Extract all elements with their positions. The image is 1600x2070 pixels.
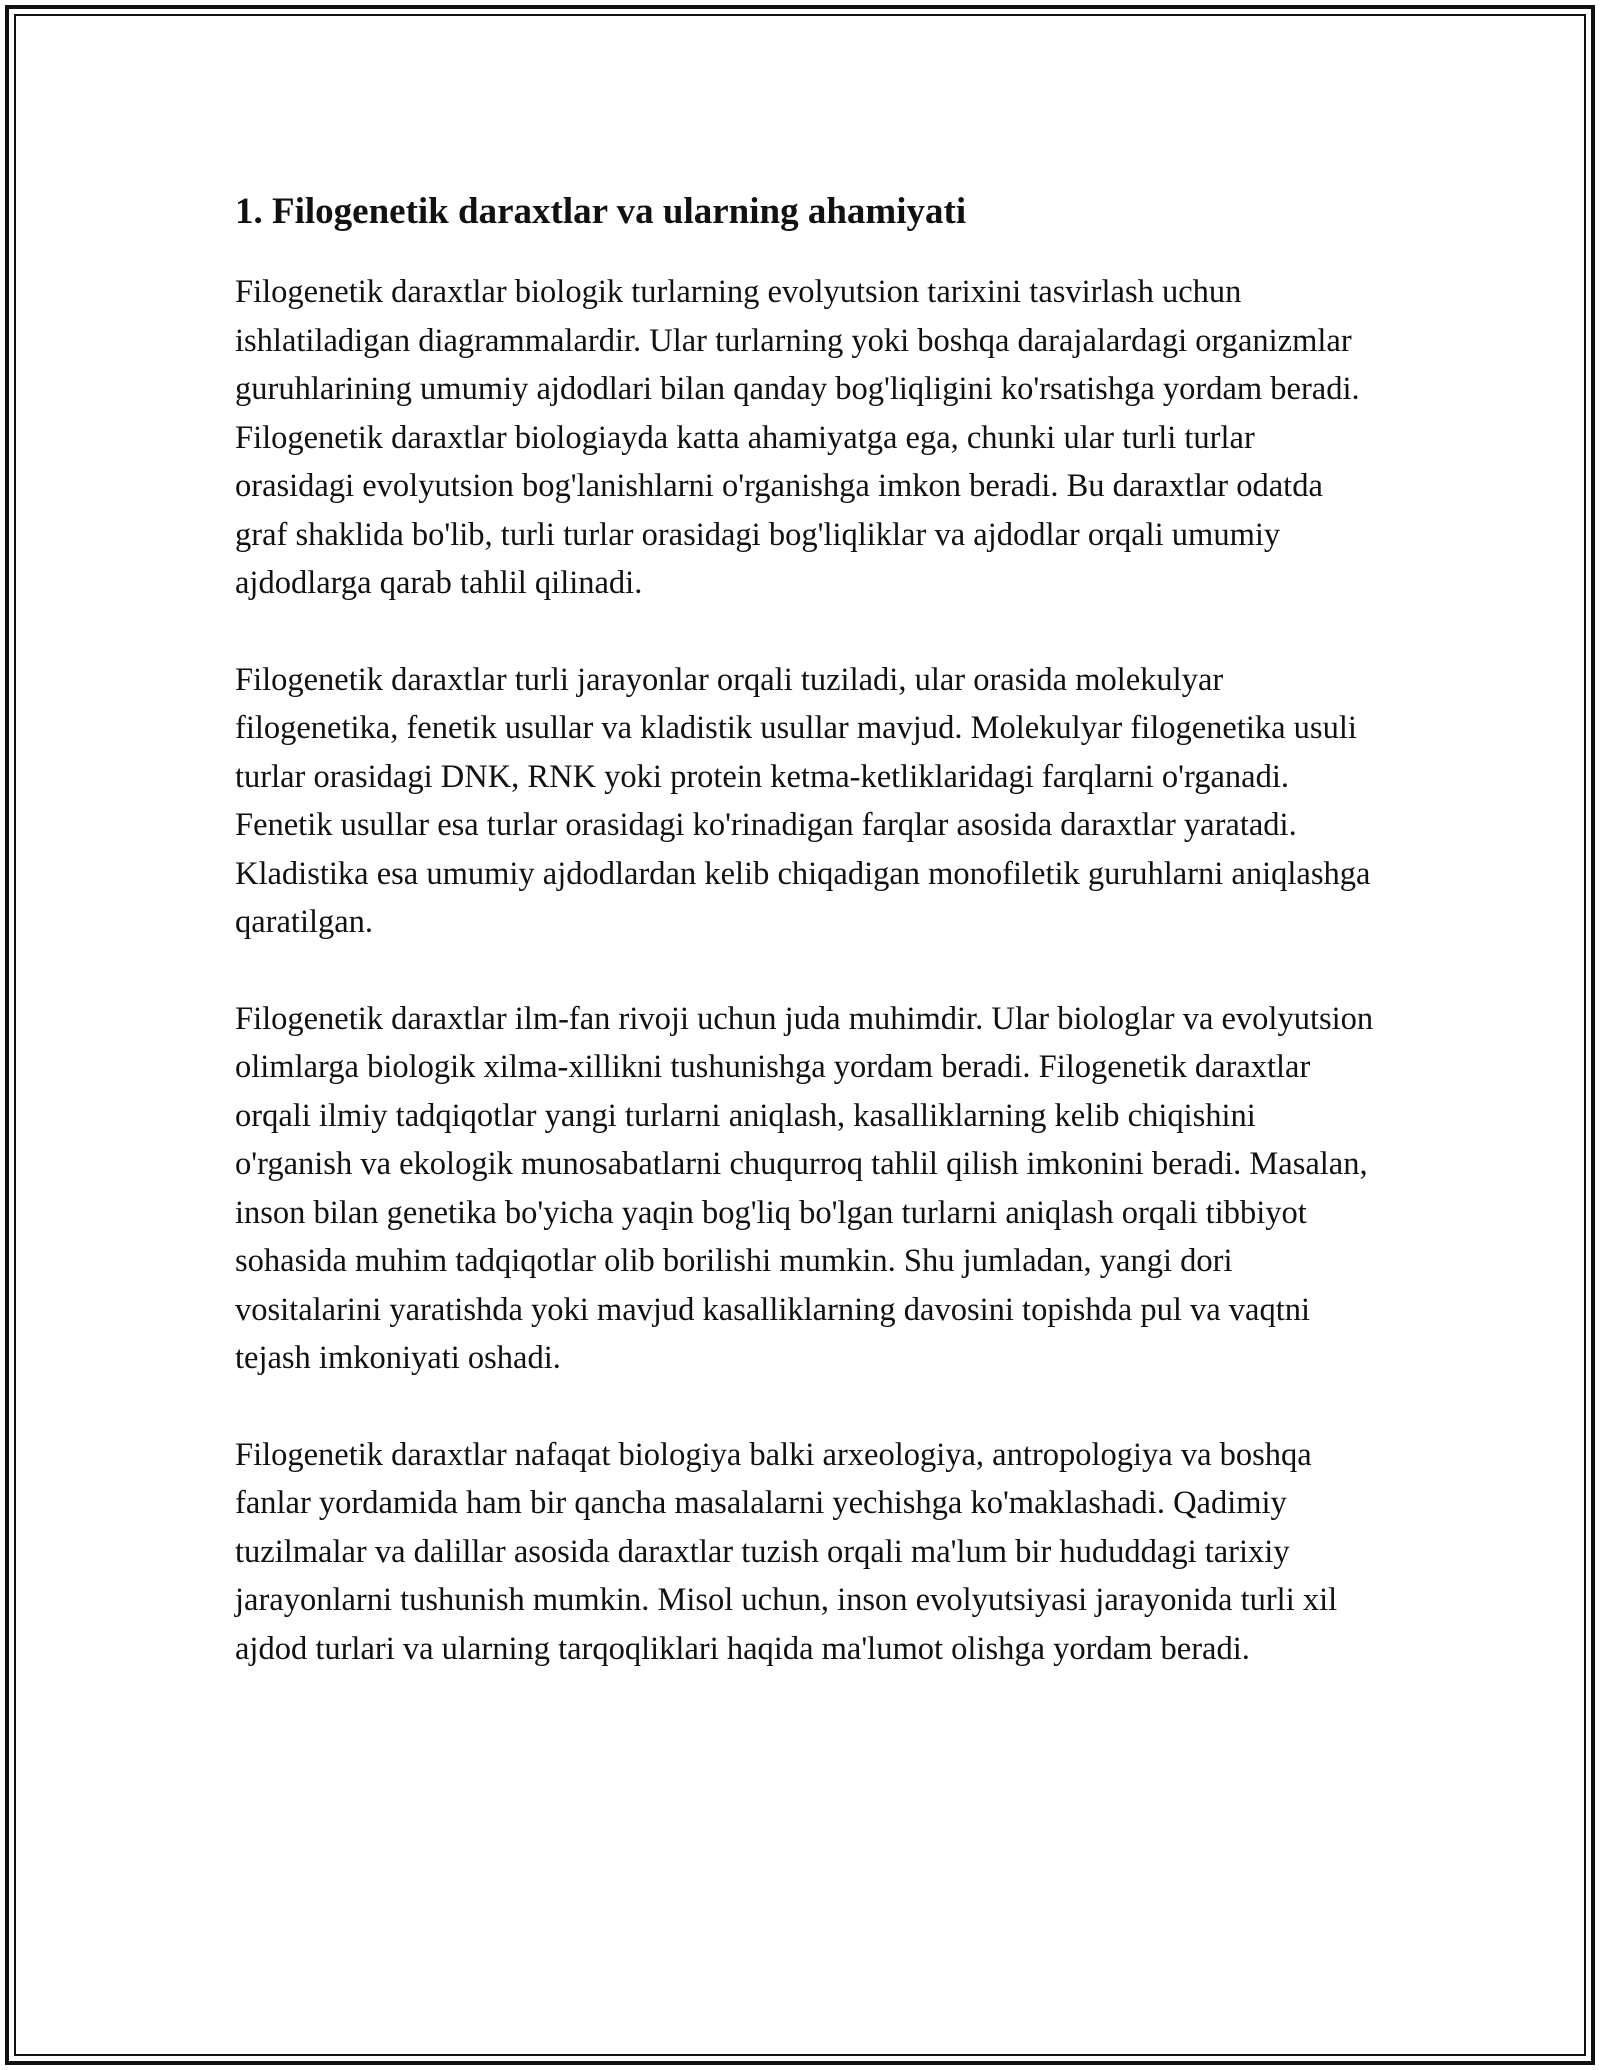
paragraph-1: Filogenetik daraxtlar biologik turlarning evolyutsion tarixini tasvirlash uchun ishlatiladigan diagrammalardir. Ular turlarning yoki boshqa darajalardagi organizmlar guruhlarining umumiy ajdodlari bilan qanday bog'liqligini ko'rsatishga yordam beradi. Filogenetik daraxtlar biologiayda katta ahamiyatga ega, chunki ular turli turlar orasidagi evolyutsion bog'lanishlarni o'rganishga imkon beradi. Bu daraxtlar odatda graf shaklida bo'lib, turli turlar orasidagi bog'liqliklar va ajdodlar orqali umumiy ajdodlarga qarab tahlil qilinadi.	[235, 274, 1360, 601]
section-heading: 1. Filogenetik daraxtlar va ularning ahamiyati	[235, 191, 967, 232]
paragraph-2: Filogenetik daraxtlar turli jarayonlar orqali tuziladi, ular orasida molekulyar filogenetika, fenetik usullar va kladistik usullar mavjud. Molekulyar filogenetika usuli turlar orasidagi DNK, RNK yoki protein ketma-ketliklaridagi farqlarni o'rganadi. Fenetik usullar esa turlar orasidagi ko'rinadigan farqlar asosida daraxtlar yaratadi. Kladistika esa umumiy ajdodlardan kelib chiqadigan monofiletik guruhlarni aniqlashga qaratilgan.	[235, 661, 1371, 940]
paragraph-4: Filogenetik daraxtlar nafaqat biologiya balki arxeologiya, antropologiya va boshqa fanlar yordamida ham bir qancha masalalarni yechishga ko'maklashadi. Qadimiy tuzilmalar va dalillar asosida daraxtlar tuzish orqali ma'lum bir hududdagi tarixiy jarayonlarni tushunish mumkin. Misol uchun, inson evolyutsiyasi jarayonida turli xil ajdod turlari va ularning tarqoqliklari haqida ma'lumot olishga yordam beradi.	[235, 1436, 1338, 1667]
document-body	[235, 186, 1375, 1721]
paragraph-3: Filogenetik daraxtlar ilm-fan rivoji uchun juda muhimdir. Ular biologlar va evolyutsion olimlarga biologik xilma-xillikni tushunishga yordam beradi. Filogenetik daraxtlar orqali ilmiy tadqiqotlar yangi turlarni aniqlash, kasalliklarning kelib chiqishini o'rganish va ekologik munosabatlarni chuqurroq tahlil qilish imkonini beradi. Masalan, inson bilan genetika bo'yicha yaqin bog'liq bo'lgan turlarni aniqlash orqali tibbiyot sohasida muhim tadqiqotlar olib borilishi mumkin. Shu jumladan, yangi dori vositalarini yaratishda yoki mavjud kasalliklarning davosini topishda pul va vaqtni tejash imkoniyati oshadi.	[235, 1000, 1374, 1376]
